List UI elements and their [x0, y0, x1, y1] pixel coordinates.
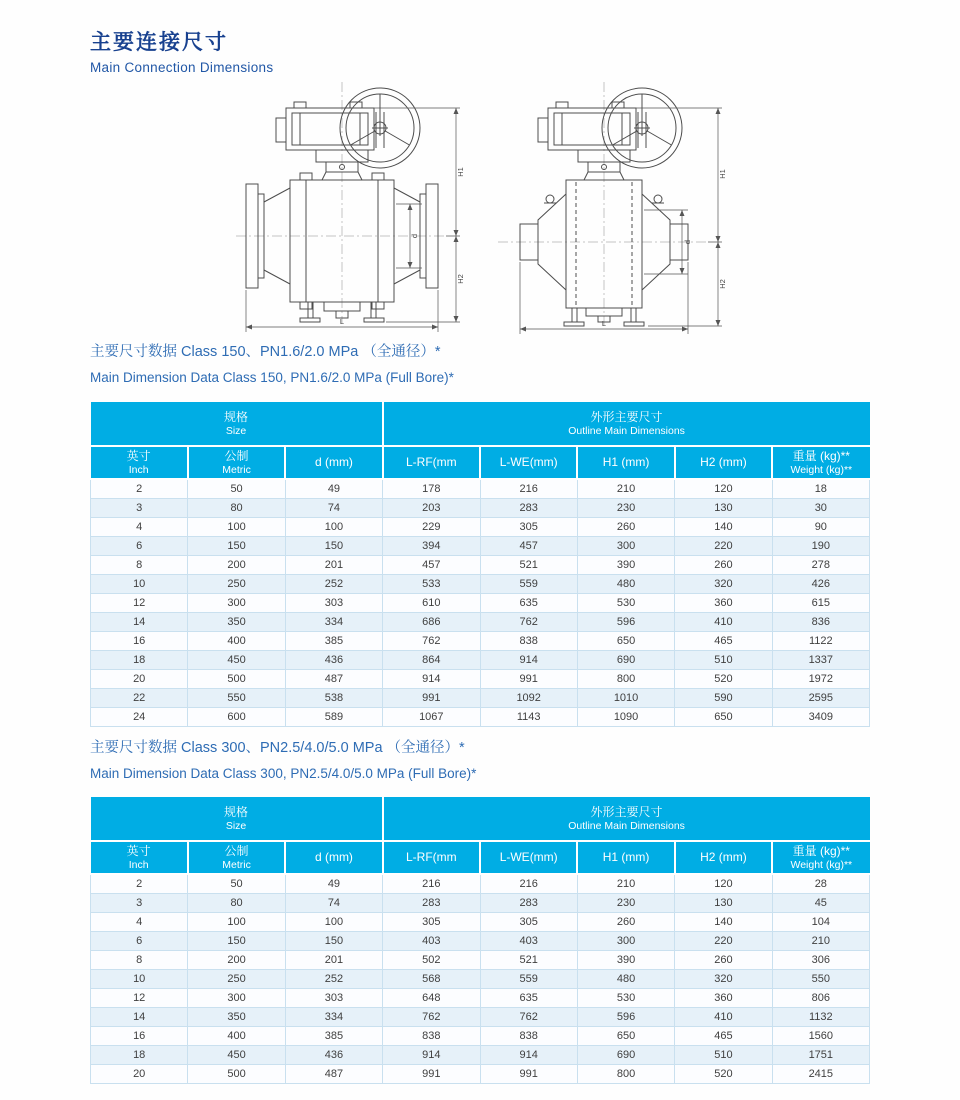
table-cell: 283	[383, 893, 480, 912]
group-header-outline: 外形主要尺寸 Outline Main Dimensions	[383, 797, 870, 841]
col-header-metric: 公制 Metric	[188, 841, 285, 874]
table-cell: 140	[675, 912, 772, 931]
table-cell: 521	[480, 555, 577, 574]
table-cell: 559	[480, 574, 577, 593]
table-cell: 283	[480, 498, 577, 517]
dim-label-l: L	[601, 319, 607, 328]
table-cell: 74	[285, 498, 382, 517]
table-row	[91, 893, 870, 912]
table-cell: 487	[285, 1064, 382, 1083]
table-cell: 400	[188, 631, 285, 650]
table-cell: 385	[285, 1026, 382, 1045]
table-cell: 991	[383, 688, 480, 707]
table-cell: 305	[480, 517, 577, 536]
table-cell: 991	[383, 1064, 480, 1083]
table-cell: 762	[383, 631, 480, 650]
column-header-row	[91, 446, 870, 479]
table-cell: 914	[480, 650, 577, 669]
table-cell: 450	[188, 1045, 285, 1064]
valve-drawing-welded	[492, 76, 730, 338]
table-cell: 410	[675, 1007, 772, 1026]
col-header-inch: 英寸 Inch	[91, 446, 188, 479]
table-cell: 252	[285, 969, 382, 988]
table-cell: 12	[91, 593, 188, 612]
page-title-block	[90, 26, 273, 75]
table-cell: 220	[675, 931, 772, 950]
table-cell: 1090	[577, 707, 674, 726]
table-cell: 559	[480, 969, 577, 988]
table-cell: 303	[285, 593, 382, 612]
table-cell: 300	[577, 536, 674, 555]
table-cell: 230	[577, 498, 674, 517]
table-cell: 510	[675, 650, 772, 669]
table-cell: 104	[772, 912, 869, 931]
table-cell: 260	[675, 950, 772, 969]
table-cell: 836	[772, 612, 869, 631]
group-header-row	[91, 402, 870, 446]
table-cell: 30	[772, 498, 869, 517]
table-cell: 1972	[772, 669, 869, 688]
table-cell: 6	[91, 536, 188, 555]
group-header-outline	[383, 402, 870, 446]
table-cell: 18	[772, 479, 869, 498]
table-row	[91, 950, 870, 969]
group-size-zh: 规格	[224, 409, 249, 424]
table-cell: 49	[285, 874, 382, 893]
table-cell: 686	[383, 612, 480, 631]
table-cell: 320	[675, 969, 772, 988]
table-cell: 410	[675, 612, 772, 631]
table-row	[91, 479, 870, 498]
table-cell: 200	[188, 555, 285, 574]
table-row	[91, 517, 870, 536]
table-cell: 22	[91, 688, 188, 707]
table-cell: 4	[91, 912, 188, 931]
dim-label-h2: H2	[718, 279, 727, 289]
table-cell: 530	[577, 988, 674, 1007]
table-row	[91, 593, 870, 612]
table-cell: 100	[285, 912, 382, 931]
dim-label-l: L	[339, 317, 345, 326]
page-title: 主要连接尺寸	[90, 31, 228, 54]
table-cell: 403	[480, 931, 577, 950]
dim-label-d: d	[410, 233, 419, 239]
table-cell: 400	[188, 1026, 285, 1045]
table-cell: 914	[383, 669, 480, 688]
section2-heading-zh: 主要尺寸数据 Class 300、PN2.5/4.0/5.0 MPa （全通径）*	[90, 740, 465, 756]
table-cell: 1122	[772, 631, 869, 650]
table-cell: 590	[675, 688, 772, 707]
table-row	[91, 650, 870, 669]
table-cell: 120	[675, 479, 772, 498]
table-row	[91, 912, 870, 931]
table-cell: 538	[285, 688, 382, 707]
table-cell: 20	[91, 1064, 188, 1083]
table-cell: 635	[480, 593, 577, 612]
table-cell: 914	[383, 1045, 480, 1064]
table-cell: 589	[285, 707, 382, 726]
table-cell: 18	[91, 650, 188, 669]
table-cell: 800	[577, 669, 674, 688]
table-cell: 394	[383, 536, 480, 555]
table-row	[91, 1007, 870, 1026]
table-row	[91, 1026, 870, 1045]
table-cell: 806	[772, 988, 869, 1007]
table-cell: 838	[480, 631, 577, 650]
table-cell: 252	[285, 574, 382, 593]
table-row	[91, 555, 870, 574]
table-cell: 648	[383, 988, 480, 1007]
table-cell: 12	[91, 988, 188, 1007]
table-cell: 991	[480, 669, 577, 688]
valve-drawings	[0, 76, 960, 338]
table-cell: 650	[577, 1026, 674, 1045]
table-cell: 390	[577, 555, 674, 574]
table-cell: 390	[577, 950, 674, 969]
table-cell: 90	[772, 517, 869, 536]
table-cell: 300	[577, 931, 674, 950]
table-cell: 100	[285, 517, 382, 536]
table-cell: 100	[188, 912, 285, 931]
table1-body	[91, 479, 870, 726]
group-outline-en: Outline Main Dimensions	[568, 424, 685, 437]
col-header-l-we: L-WE(mm)	[480, 841, 577, 874]
table-cell: 334	[285, 612, 382, 631]
table-cell: 216	[480, 874, 577, 893]
table-cell: 610	[383, 593, 480, 612]
table-cell: 250	[188, 969, 285, 988]
column-header-row	[91, 841, 870, 874]
section1-heading-en: Main Dimension Data Class 150, PN1.6/2.0 MPa (Full Bore)*	[90, 370, 454, 385]
col-header-h1: H1 (mm)	[577, 446, 674, 479]
table-cell: 250	[188, 574, 285, 593]
table-cell: 600	[188, 707, 285, 726]
group-header-size	[91, 402, 383, 446]
group-header-row	[91, 797, 870, 841]
table-cell: 320	[675, 574, 772, 593]
table-cell: 305	[383, 912, 480, 931]
dimension-table-class150	[90, 402, 870, 727]
col-header-h2: H2 (mm)	[675, 841, 772, 874]
table-cell: 480	[577, 574, 674, 593]
table-cell: 334	[285, 1007, 382, 1026]
table-cell: 480	[577, 969, 674, 988]
table-cell: 465	[675, 631, 772, 650]
table-cell: 2595	[772, 688, 869, 707]
table-cell: 210	[577, 874, 674, 893]
table-row	[91, 707, 870, 726]
table-cell: 550	[772, 969, 869, 988]
col-header-weight: 重量 (kg)** Weight (kg)**	[772, 446, 869, 479]
table-cell: 635	[480, 988, 577, 1007]
table-cell: 8	[91, 555, 188, 574]
table-cell: 510	[675, 1045, 772, 1064]
table-cell: 50	[188, 479, 285, 498]
table-cell: 550	[188, 688, 285, 707]
table-cell: 305	[480, 912, 577, 931]
table-cell: 385	[285, 631, 382, 650]
section1-heading-zh: 主要尺寸数据 Class 150、PN1.6/2.0 MPa （全通径）*	[90, 344, 441, 360]
table-cell: 6	[91, 931, 188, 950]
table-cell: 201	[285, 555, 382, 574]
table-cell: 50	[188, 874, 285, 893]
table-cell: 533	[383, 574, 480, 593]
table-cell: 450	[188, 650, 285, 669]
table-cell: 762	[480, 612, 577, 631]
dimension-table-class300	[90, 797, 870, 1084]
table-cell: 1337	[772, 650, 869, 669]
col-header-h1: H1 (mm)	[577, 841, 674, 874]
table-cell: 210	[772, 931, 869, 950]
table-cell: 20	[91, 669, 188, 688]
group-size-en: Size	[225, 424, 247, 437]
table-cell: 210	[577, 479, 674, 498]
table-cell: 521	[480, 950, 577, 969]
table-cell: 178	[383, 479, 480, 498]
table-cell: 914	[480, 1045, 577, 1064]
table-cell: 838	[480, 1026, 577, 1045]
table-cell: 403	[383, 931, 480, 950]
table-cell: 3	[91, 893, 188, 912]
page-subtitle: Main Connection Dimensions	[90, 60, 274, 75]
section1-heading	[90, 340, 790, 390]
table-cell: 74	[285, 893, 382, 912]
table-cell: 16	[91, 631, 188, 650]
table-cell: 596	[577, 1007, 674, 1026]
dim-label-h1: H1	[718, 169, 727, 179]
table-cell: 4	[91, 517, 188, 536]
table2-body	[91, 874, 870, 1083]
table-cell: 350	[188, 1007, 285, 1026]
table-cell: 260	[577, 912, 674, 931]
table-cell: 3409	[772, 707, 869, 726]
table-cell: 530	[577, 593, 674, 612]
table-cell: 2	[91, 479, 188, 498]
table-cell: 260	[577, 517, 674, 536]
table-row	[91, 498, 870, 517]
table-cell: 615	[772, 593, 869, 612]
table-cell: 300	[188, 988, 285, 1007]
table-row	[91, 874, 870, 893]
table-cell: 306	[772, 950, 869, 969]
table-cell: 350	[188, 612, 285, 631]
col-header-l-rf: L-RF(mm	[383, 446, 480, 479]
col-header-d: d (mm)	[285, 446, 382, 479]
table-cell: 487	[285, 669, 382, 688]
table-cell: 568	[383, 969, 480, 988]
table-row	[91, 1064, 870, 1083]
table-cell: 14	[91, 612, 188, 631]
table-cell: 300	[188, 593, 285, 612]
col-header-inch: 英寸 Inch	[91, 841, 188, 874]
table-cell: 3	[91, 498, 188, 517]
table-cell: 18	[91, 1045, 188, 1064]
table-cell: 864	[383, 650, 480, 669]
table-cell: 120	[675, 874, 772, 893]
table-cell: 150	[188, 931, 285, 950]
table-cell: 436	[285, 1045, 382, 1064]
table-cell: 260	[675, 555, 772, 574]
section2-heading	[90, 736, 790, 786]
table-cell: 16	[91, 1026, 188, 1045]
col-header-metric: 公制 Metric	[188, 446, 285, 479]
table-cell: 650	[675, 707, 772, 726]
table-cell: 838	[383, 1026, 480, 1045]
table-cell: 1092	[480, 688, 577, 707]
col-header-l-rf: L-RF(mm	[383, 841, 480, 874]
table-cell: 8	[91, 950, 188, 969]
table-cell: 201	[285, 950, 382, 969]
table-cell: 500	[188, 669, 285, 688]
table-cell: 991	[480, 1064, 577, 1083]
table-row	[91, 969, 870, 988]
table-cell: 140	[675, 517, 772, 536]
valve-drawing-flanged	[230, 76, 468, 338]
table-cell: 360	[675, 988, 772, 1007]
table-cell: 49	[285, 479, 382, 498]
group-outline-zh: 外形主要尺寸	[590, 409, 663, 424]
table-cell: 130	[675, 498, 772, 517]
table-cell: 230	[577, 893, 674, 912]
table-cell: 45	[772, 893, 869, 912]
table-row	[91, 536, 870, 555]
table-cell: 100	[188, 517, 285, 536]
table-cell: 1132	[772, 1007, 869, 1026]
col-header-h2: H2 (mm)	[675, 446, 772, 479]
dim-label-h1: H1	[456, 167, 465, 177]
table-cell: 762	[383, 1007, 480, 1026]
table-cell: 360	[675, 593, 772, 612]
section2-heading-en: Main Dimension Data Class 300, PN2.5/4.0/5.0 MPa (Full Bore)*	[90, 766, 477, 781]
table-row	[91, 988, 870, 1007]
table-row	[91, 612, 870, 631]
table-row	[91, 574, 870, 593]
dim-label-h2: H2	[456, 274, 465, 284]
table-cell: 520	[675, 669, 772, 688]
table-cell: 426	[772, 574, 869, 593]
table-cell: 14	[91, 1007, 188, 1026]
table-cell: 457	[480, 536, 577, 555]
table-cell: 150	[285, 536, 382, 555]
table-cell: 229	[383, 517, 480, 536]
table-row	[91, 669, 870, 688]
table-cell: 10	[91, 574, 188, 593]
table-row	[91, 688, 870, 707]
table-cell: 80	[188, 893, 285, 912]
table-cell: 1143	[480, 707, 577, 726]
table-cell: 2	[91, 874, 188, 893]
table-cell: 216	[480, 479, 577, 498]
table-cell: 2415	[772, 1064, 869, 1083]
table-cell: 303	[285, 988, 382, 1007]
table-row	[91, 631, 870, 650]
table-cell: 130	[675, 893, 772, 912]
table-cell: 690	[577, 650, 674, 669]
table-cell: 278	[772, 555, 869, 574]
table-cell: 28	[772, 874, 869, 893]
table-cell: 150	[285, 931, 382, 950]
table-cell: 200	[188, 950, 285, 969]
table-cell: 190	[772, 536, 869, 555]
table-row	[91, 931, 870, 950]
table-cell: 150	[188, 536, 285, 555]
table-cell: 690	[577, 1045, 674, 1064]
dim-label-d: d	[683, 239, 692, 245]
table-cell: 216	[383, 874, 480, 893]
col-header-d: d (mm)	[285, 841, 382, 874]
table-cell: 436	[285, 650, 382, 669]
table-cell: 1751	[772, 1045, 869, 1064]
col-header-l-we: L-WE(mm)	[480, 446, 577, 479]
table-cell: 596	[577, 612, 674, 631]
table-cell: 520	[675, 1064, 772, 1083]
table-cell: 502	[383, 950, 480, 969]
table-cell: 283	[480, 893, 577, 912]
table-cell: 1067	[383, 707, 480, 726]
table-cell: 10	[91, 969, 188, 988]
group-header-size: 规格 Size	[91, 797, 383, 841]
table-cell: 500	[188, 1064, 285, 1083]
table-cell: 1560	[772, 1026, 869, 1045]
col-header-weight: 重量 (kg)** Weight (kg)**	[772, 841, 869, 874]
table-cell: 220	[675, 536, 772, 555]
table-cell: 80	[188, 498, 285, 517]
table-cell: 650	[577, 631, 674, 650]
table-cell: 465	[675, 1026, 772, 1045]
table-cell: 762	[480, 1007, 577, 1026]
table-cell: 800	[577, 1064, 674, 1083]
table-row	[91, 1045, 870, 1064]
table-cell: 457	[383, 555, 480, 574]
table-cell: 1010	[577, 688, 674, 707]
table-cell: 203	[383, 498, 480, 517]
table-cell: 24	[91, 707, 188, 726]
